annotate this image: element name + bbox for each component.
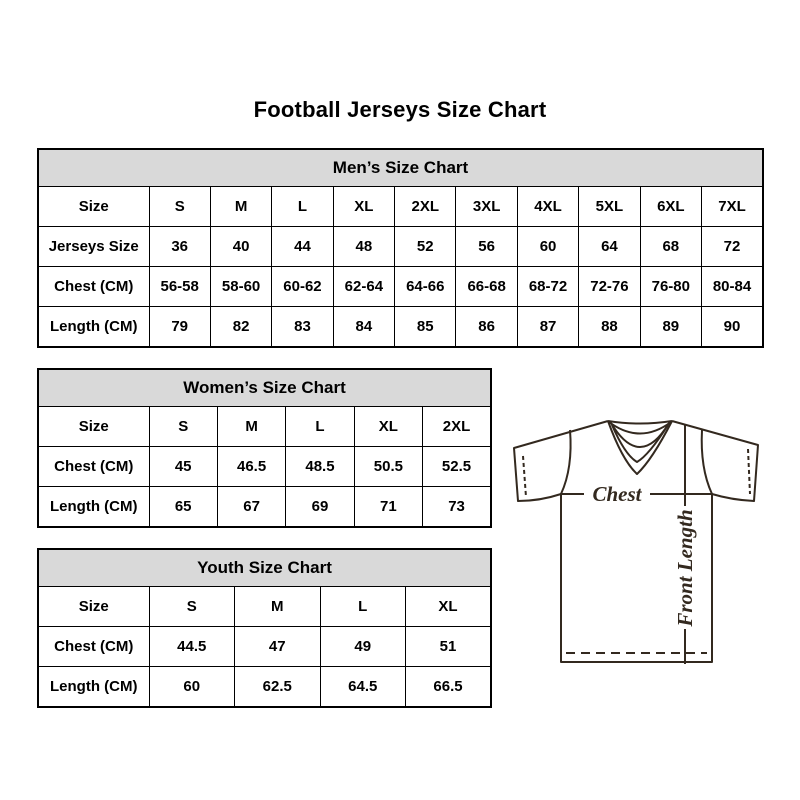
size-value-cell: 64.5 (320, 667, 406, 707)
row-label-cell: Length (CM) (38, 667, 149, 707)
size-value-cell: 87 (517, 307, 578, 347)
size-value-cell: 60 (517, 226, 578, 266)
size-value-cell: 60 (149, 667, 235, 707)
size-value-cell: 80-84 (702, 267, 763, 307)
size-value-cell: 66-68 (456, 267, 517, 307)
table-row (38, 487, 491, 527)
chest-label: Chest (592, 482, 642, 506)
jersey-outline (514, 421, 758, 664)
size-value-cell: M (217, 406, 285, 446)
size-value-cell: 82 (210, 307, 271, 347)
size-value-cell: S (149, 406, 217, 446)
size-value-cell: 60-62 (272, 267, 333, 307)
size-value-cell: 45 (149, 446, 217, 486)
size-value-cell: XL (354, 406, 422, 446)
table-row (38, 626, 491, 666)
size-value-cell: 44.5 (149, 626, 235, 666)
jersey-measurement-diagram (495, 395, 785, 680)
table-row (38, 446, 491, 486)
jersey-armhole-left (561, 430, 571, 494)
row-label-cell: Size (38, 186, 149, 226)
page-title: Football Jerseys Size Chart (253, 97, 547, 122)
size-value-cell: 72 (702, 226, 763, 266)
size-value-cell: 44 (272, 226, 333, 266)
size-value-cell: 52 (395, 226, 456, 266)
size-value-cell: 84 (333, 307, 394, 347)
size-value-cell: 3XL (456, 186, 517, 226)
size-value-cell: S (149, 586, 235, 626)
size-value-cell: XL (406, 586, 492, 626)
size-value-cell: 2XL (423, 406, 491, 446)
size-value-cell: M (235, 586, 321, 626)
size-value-cell: 68 (640, 226, 701, 266)
womens-size-chart-table (37, 368, 492, 528)
size-value-cell: 66.5 (406, 667, 492, 707)
table-row (38, 667, 491, 707)
front-length-label: Front Length (673, 509, 697, 627)
size-value-cell: 49 (320, 626, 406, 666)
size-value-cell: 62-64 (333, 267, 394, 307)
size-value-cell: 72-76 (579, 267, 640, 307)
jersey-collar-backline (608, 421, 672, 424)
size-value-cell: 4XL (517, 186, 578, 226)
size-value-cell: 65 (149, 487, 217, 527)
size-value-cell: 46.5 (217, 446, 285, 486)
size-value-cell: 56-58 (149, 267, 210, 307)
youth-table-title: Youth Size Chart (38, 549, 491, 586)
size-value-cell: 36 (149, 226, 210, 266)
size-value-cell: 64-66 (395, 267, 456, 307)
size-value-cell: 58-60 (210, 267, 271, 307)
size-value-cell: 5XL (579, 186, 640, 226)
row-label-cell: Size (38, 406, 149, 446)
mens-table-title: Men’s Size Chart (38, 149, 763, 186)
size-value-cell: 88 (579, 307, 640, 347)
womens-table-title: Women’s Size Chart (38, 369, 491, 406)
size-value-cell: 85 (395, 307, 456, 347)
size-value-cell: 51 (406, 626, 492, 666)
table-row (38, 267, 763, 307)
size-value-cell: 90 (702, 307, 763, 347)
size-value-cell: 40 (210, 226, 271, 266)
size-value-cell: 64 (579, 226, 640, 266)
size-value-cell: 68-72 (517, 267, 578, 307)
size-value-cell: 56 (456, 226, 517, 266)
table-row (38, 406, 491, 446)
size-value-cell: 67 (217, 487, 285, 527)
table-row (38, 307, 763, 347)
size-value-cell: 50.5 (354, 446, 422, 486)
row-label-cell: Length (CM) (38, 487, 149, 527)
size-value-cell: L (320, 586, 406, 626)
table-row (38, 186, 763, 226)
size-value-cell: 52.5 (423, 446, 491, 486)
table-row (38, 586, 491, 626)
size-value-cell: 6XL (640, 186, 701, 226)
size-value-cell: 2XL (395, 186, 456, 226)
size-value-cell: M (210, 186, 271, 226)
table-row (38, 226, 763, 266)
size-value-cell: 48 (333, 226, 394, 266)
size-value-cell: 89 (640, 307, 701, 347)
jersey-body-outline (514, 421, 758, 662)
mens-size-chart-table (37, 148, 764, 348)
size-value-cell: 47 (235, 626, 321, 666)
size-value-cell: 71 (354, 487, 422, 527)
youth-size-chart-table (37, 548, 492, 708)
size-value-cell: 73 (423, 487, 491, 527)
size-value-cell: 76-80 (640, 267, 701, 307)
size-value-cell: 79 (149, 307, 210, 347)
size-value-cell: 7XL (702, 186, 763, 226)
row-label-cell: Chest (CM) (38, 446, 149, 486)
size-value-cell: 62.5 (235, 667, 321, 707)
jersey-cuff-dash-right (748, 449, 750, 494)
row-label-cell: Size (38, 586, 149, 626)
size-value-cell: L (286, 406, 354, 446)
size-value-cell: 86 (456, 307, 517, 347)
size-value-cell: 83 (272, 307, 333, 347)
row-label-cell: Jerseys Size (38, 226, 149, 266)
size-value-cell: 48.5 (286, 446, 354, 486)
jersey-cuff-dash-left (523, 456, 526, 497)
size-value-cell: L (272, 186, 333, 226)
row-label-cell: Chest (CM) (38, 267, 149, 307)
jersey-armhole-right (702, 430, 712, 494)
size-value-cell: XL (333, 186, 394, 226)
row-label-cell: Length (CM) (38, 307, 149, 347)
size-value-cell: S (149, 186, 210, 226)
size-value-cell: 69 (286, 487, 354, 527)
row-label-cell: Chest (CM) (38, 626, 149, 666)
